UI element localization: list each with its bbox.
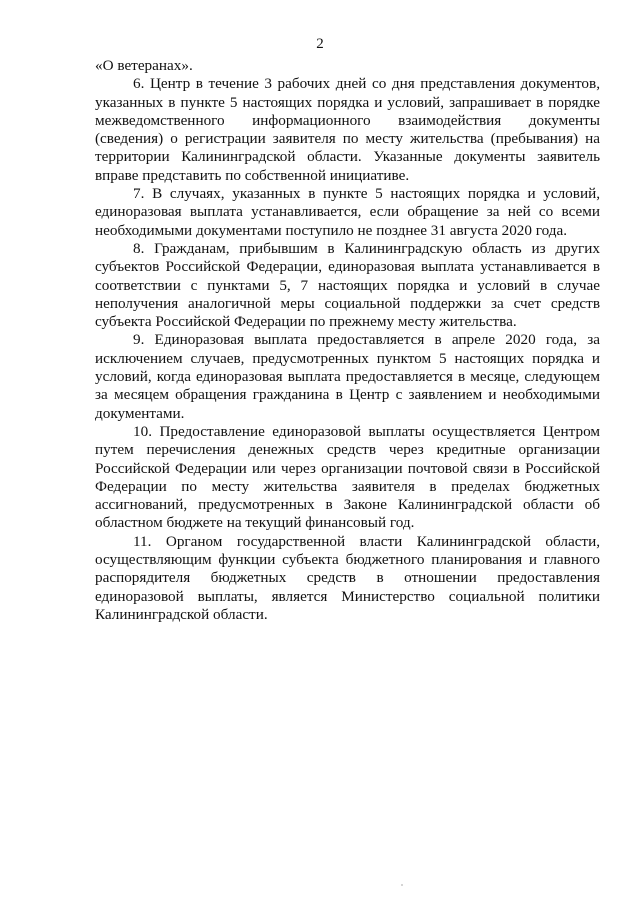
paragraph-item-10: 10. Предоставление единоразовой выплаты осуществляется Центром путем перечисления денежных средств через кредитные организации Российской Федерации или через организации почтовой связи в Российской Федерации по месту жительства заявителя в пределах бюджетных ассигнований, предусмотренных в Законе Калининградской области об областном бюджете на текущий финансовый год. [95,422,600,532]
paragraph-item-9: 9. Единоразовая выплата предоставляется в апреле 2020 года, за исключением случаев, предусмотренных пунктом 5 настоящих порядка и условий, когда единоразовая выплата предоставляется в месяце, следующем за месяцем обращения гражданина в Центр с заявлением и необходимыми документами. [95,331,600,422]
scan-speck [401,884,403,886]
paragraph-item-6: 6. Центр в течение 3 рабочих дней со дня представления документов, указанных в пункте 5 настоящих порядка и условий, запрашивает в порядке межведомственного информационного взаимодействия документы (сведения) о регистрации заявителя по месту жительства (пребывания) на территории Калининградской области. Указанные документы заявитель вправе представить по собственной инициативе. [95,75,600,184]
paragraph-continuation: «О ветеранах». [95,57,193,74]
paragraph-item-8: 8. Гражданам, прибывшим в Калининградскую область из других субъектов Российской Федерации, единоразовая выплата устанавливается в соответствии с пунктами 5, 7 настоящих порядка и условий в случае неполучения аналогичной меры социальной поддержки за счет средств субъекта Российской Федерации по прежнему месту жительства. [95,239,600,331]
paragraph-item-7: 7. В случаях, указанных в пункте 5 настоящих порядка и условий, единоразовая выплата устанавливается, если обращение за ней со всеми необходимыми документами поступило не позднее 31 августа 2020 года. [95,185,600,239]
document-body [95,57,600,624]
page-number: 2 [316,36,324,52]
paragraph-item-11: 11. Органом государственной власти Калининградской области, осуществляющим функции субъекта бюджетного планирования и главного распорядителя бюджетных средств в отношении предоставления единоразовой выплаты, является Министерство социальной политики Калининградской области. [95,532,600,623]
